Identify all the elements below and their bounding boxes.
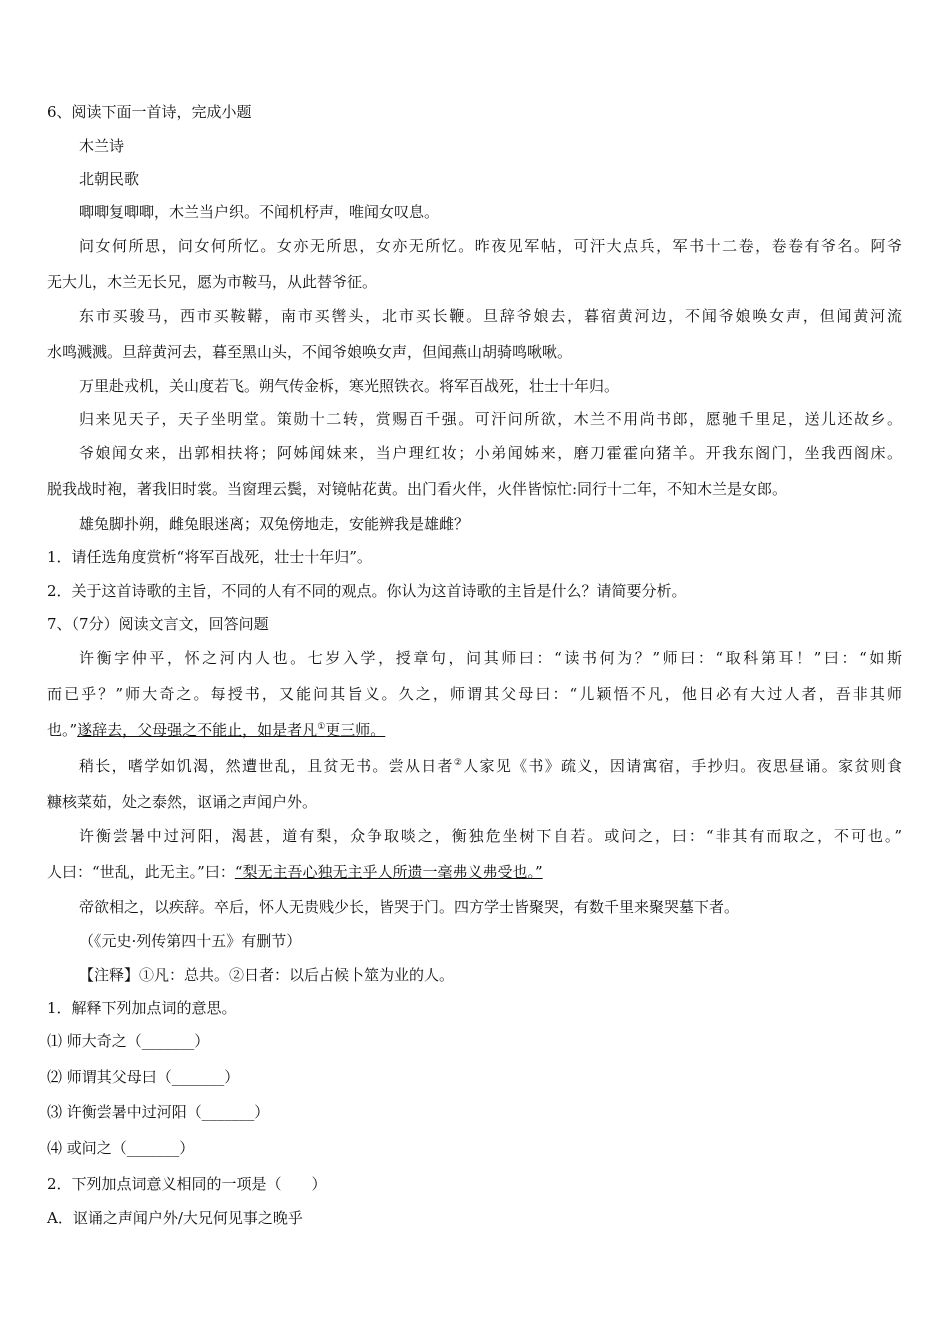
underlined-sentence: 遂辞去，父母强之不能止，如是者凡①更三师。 xyxy=(77,721,386,739)
question-6-heading: 6、阅读下面一首诗，完成小题 xyxy=(47,103,252,121)
passage-line: 许衡尝暑中过河阳，渴甚，道有梨，众争取啖之，衡独危坐树下自若。或问之，曰：“非其有而取之，不可也。” xyxy=(79,827,902,845)
passage-line: 人曰：“世乱，此无主。”曰：“梨无主吾心独无主乎人所遗一毫弗义弗受也。” xyxy=(47,863,543,881)
passage-line: 也。”遂辞去，父母强之不能止，如是者凡①更三师。 xyxy=(47,721,386,739)
question-7-1-item: ⑵ 师谓其父母曰（_______） xyxy=(47,1068,240,1086)
poem-line: 唧唧复唧唧，木兰当户织。不闻机杼声，唯闻女叹息。 xyxy=(79,203,440,221)
question-7-2-option-a: A．讴诵之声闻户外/大兄何见事之晚乎 xyxy=(47,1209,303,1227)
passage-source: （《元史·列传第四十五》有删节） xyxy=(79,932,302,950)
passage-line: 许衡字仲平，怀之河内人也。七岁入学，授章句，问其师曰：“读书何为？”师曰：“取科第耳！”曰：“如斯 xyxy=(79,649,902,667)
poem-line: 东市买骏马，西市买鞍鞯，南市买辔头，北市买长鞭。旦辞爷娘去，暮宿黄河边，不闻爷娘唤女声，但闻黄河流 xyxy=(79,307,902,325)
poem-line: 问女何所思，问女何所忆。女亦无所思，女亦无所忆。昨夜见军帖，可汗大点兵，军书十二卷，卷卷有爷名。阿爷 xyxy=(79,237,902,255)
question-7-heading: 7、（7分）阅读文言文，回答问题 xyxy=(47,615,269,633)
poem-source: 北朝民歌 xyxy=(79,170,140,188)
poem-line: 无大儿，木兰无长兄，愿为市鞍马，从此替爷征。 xyxy=(47,273,378,291)
passage-line: 稍长，嗜学如饥渴，然遭世乱，且贫无书。尝从日者②人家见《书》疏义，因请寓宿，手抄归。夜思昼诵。家贫则食 xyxy=(79,757,902,775)
annotation-note: 【注释】①凡：总共。②日者：以后占候卜筮为业的人。 xyxy=(79,966,455,984)
poem-line: 脱我战时袍，著我旧时裳。当窗理云鬓，对镜帖花黄。出门看火伴，火伴皆惊忙:同行十二年，不知木兰是女郎。 xyxy=(47,480,788,498)
underlined-sentence: “梨无主吾心独无主乎人所遗一毫弗义弗受也。” xyxy=(234,863,543,881)
poem-line: 水鸣溅溅。旦辞黄河去，暮至黑山头，不闻爷娘唤女声，但闻燕山胡骑鸣啾啾。 xyxy=(47,343,573,361)
poem-line: 爷娘闻女来，出郭相扶将；阿姊闻妹来，当户理红妆；小弟闻姊来，磨刀霍霍向猪羊。开我东阁门，坐我西阁床。 xyxy=(79,444,902,462)
question-7-1: 1．解释下列加点词的意思。 xyxy=(47,999,237,1017)
question-7-2: 2．下列加点词意义相同的一项是（ ） xyxy=(47,1175,327,1193)
passage-line: 糠核菜茹，处之泰然，讴诵之声闻户外。 xyxy=(47,793,318,811)
question-7-1-item: ⑷ 或问之（_______） xyxy=(47,1139,195,1157)
passage-line: 帝欲相之，以疾辞。卒后，怀人无贵贱少长，皆哭于门。四方学士皆聚哭，有数千里来聚哭墓下者。 xyxy=(79,898,740,916)
question-6-1: 1．请任选角度赏析“将军百战死，壮士十年归”。 xyxy=(47,548,372,566)
passage-line: 而已乎？”师大奇之。每授书，又能问其旨义。久之，师谓其父母曰：“儿颖悟不凡，他日必有大过人者，吾非其师 xyxy=(47,685,902,703)
question-6-2: 2．关于这首诗歌的主旨，不同的人有不同的观点。你认为这首诗歌的主旨是什么？请简要分析。 xyxy=(47,582,687,600)
question-7-1-item: ⑶ 许衡尝暑中过河阳（_______） xyxy=(47,1103,270,1121)
question-7-1-item: ⑴ 师大奇之（_______） xyxy=(47,1032,210,1050)
poem-title: 木兰诗 xyxy=(79,137,125,155)
poem-line: 归来见天子，天子坐明堂。策勋十二转，赏赐百千强。可汗问所欲，木兰不用尚书郎，愿驰千里足，送儿还故乡。 xyxy=(79,410,902,428)
poem-line: 雄兔脚扑朔，雌兔眼迷离；双兔傍地走，安能辨我是雄雌？ xyxy=(79,515,470,533)
poem-line: 万里赴戎机，关山度若飞。朔气传金柝，寒光照铁衣。将军百战死，壮士十年归。 xyxy=(79,377,620,395)
